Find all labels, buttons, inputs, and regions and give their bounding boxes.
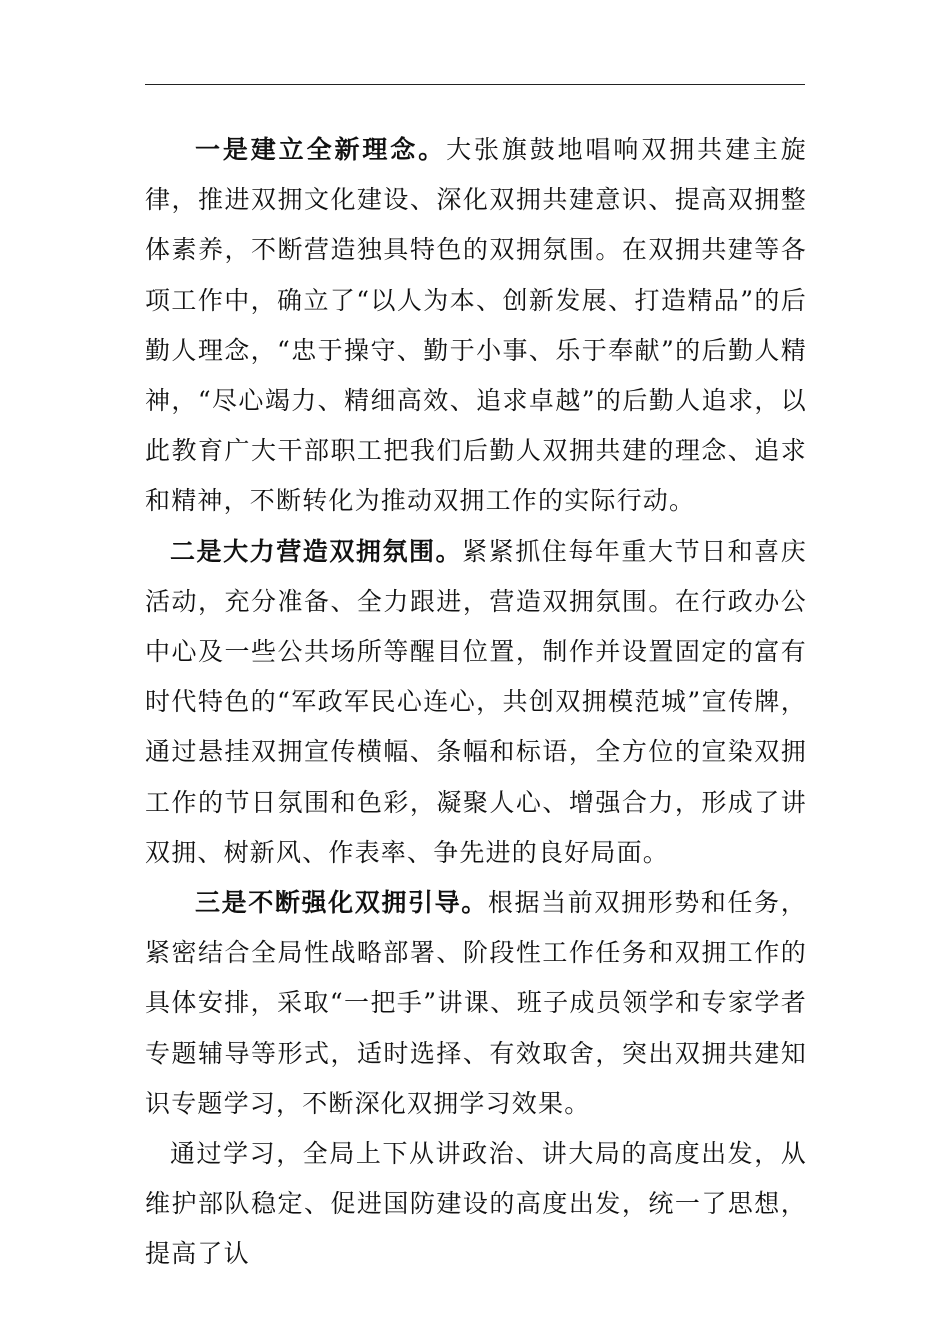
paragraph-1-lead: 一是建立全新理念。 [195,135,447,164]
paragraph-3-lead: 三是不断强化双拥引导。 [195,888,488,918]
paragraph-3 [145,878,807,1129]
paragraph-2 [145,527,807,878]
paragraph-1 [145,125,807,527]
paragraph-2-text: 紧紧抓住每年重大节日和喜庆活动，充分准备、全力跟进，营造双拥氛围。在行政办公中心及一些公共场所等醒目位置，制作并设置固定的富有时代特色的“军政军民心连心，共创双拥模范城”宣传牌，通过悬挂双拥宣传横幅、条幅和标语，全方位的宣染双拥工作的节日氛围和色彩，凝聚人心、增强合力，形成了讲双拥、树新风、作表率、争先进的良好局面。 [145,536,807,867]
paragraph-1-text: 大张旗鼓地唱响双拥共建主旋律，推进双拥文化建设、深化双拥共建意识、提高双拥整体素养，不断营造独具特色的双拥氛围。在双拥共建等各项工作中，确立了“以人为本、创新发展、打造精品”的后勤人理念，“忠于操守、勤于小事、乐于奉献”的后勤人精神，“尽心竭力、精细高效、追求卓越”的后勤人追求，以此教育广大干部职工把我们后勤人双拥共建的理念、追求和精神，不断转化为推动双拥工作的实际行动。 [145,135,807,516]
header-rule [145,84,805,85]
document-body [145,125,807,1280]
paragraph-2-lead: 二是大力营造双拥氛围。 [170,536,463,566]
paragraph-3-text: 根据当前双拥形势和任务，紧密结合全局性战略部署、阶段性工作任务和双拥工作的具体安排，采取“一把手”讲课、班子成员领学和专家学者专题辅导等形式，适时选择、有效取舍，突出双拥共建知识专题学习，不断深化双拥学习效果。 [145,888,808,1118]
paragraph-4 [145,1129,807,1280]
paragraph-4-text: 通过学习，全局上下从讲政治、讲大局的高度出发，从维护部队稳定、促进国防建设的高度出发，统一了思想，提高了认 [145,1139,807,1269]
